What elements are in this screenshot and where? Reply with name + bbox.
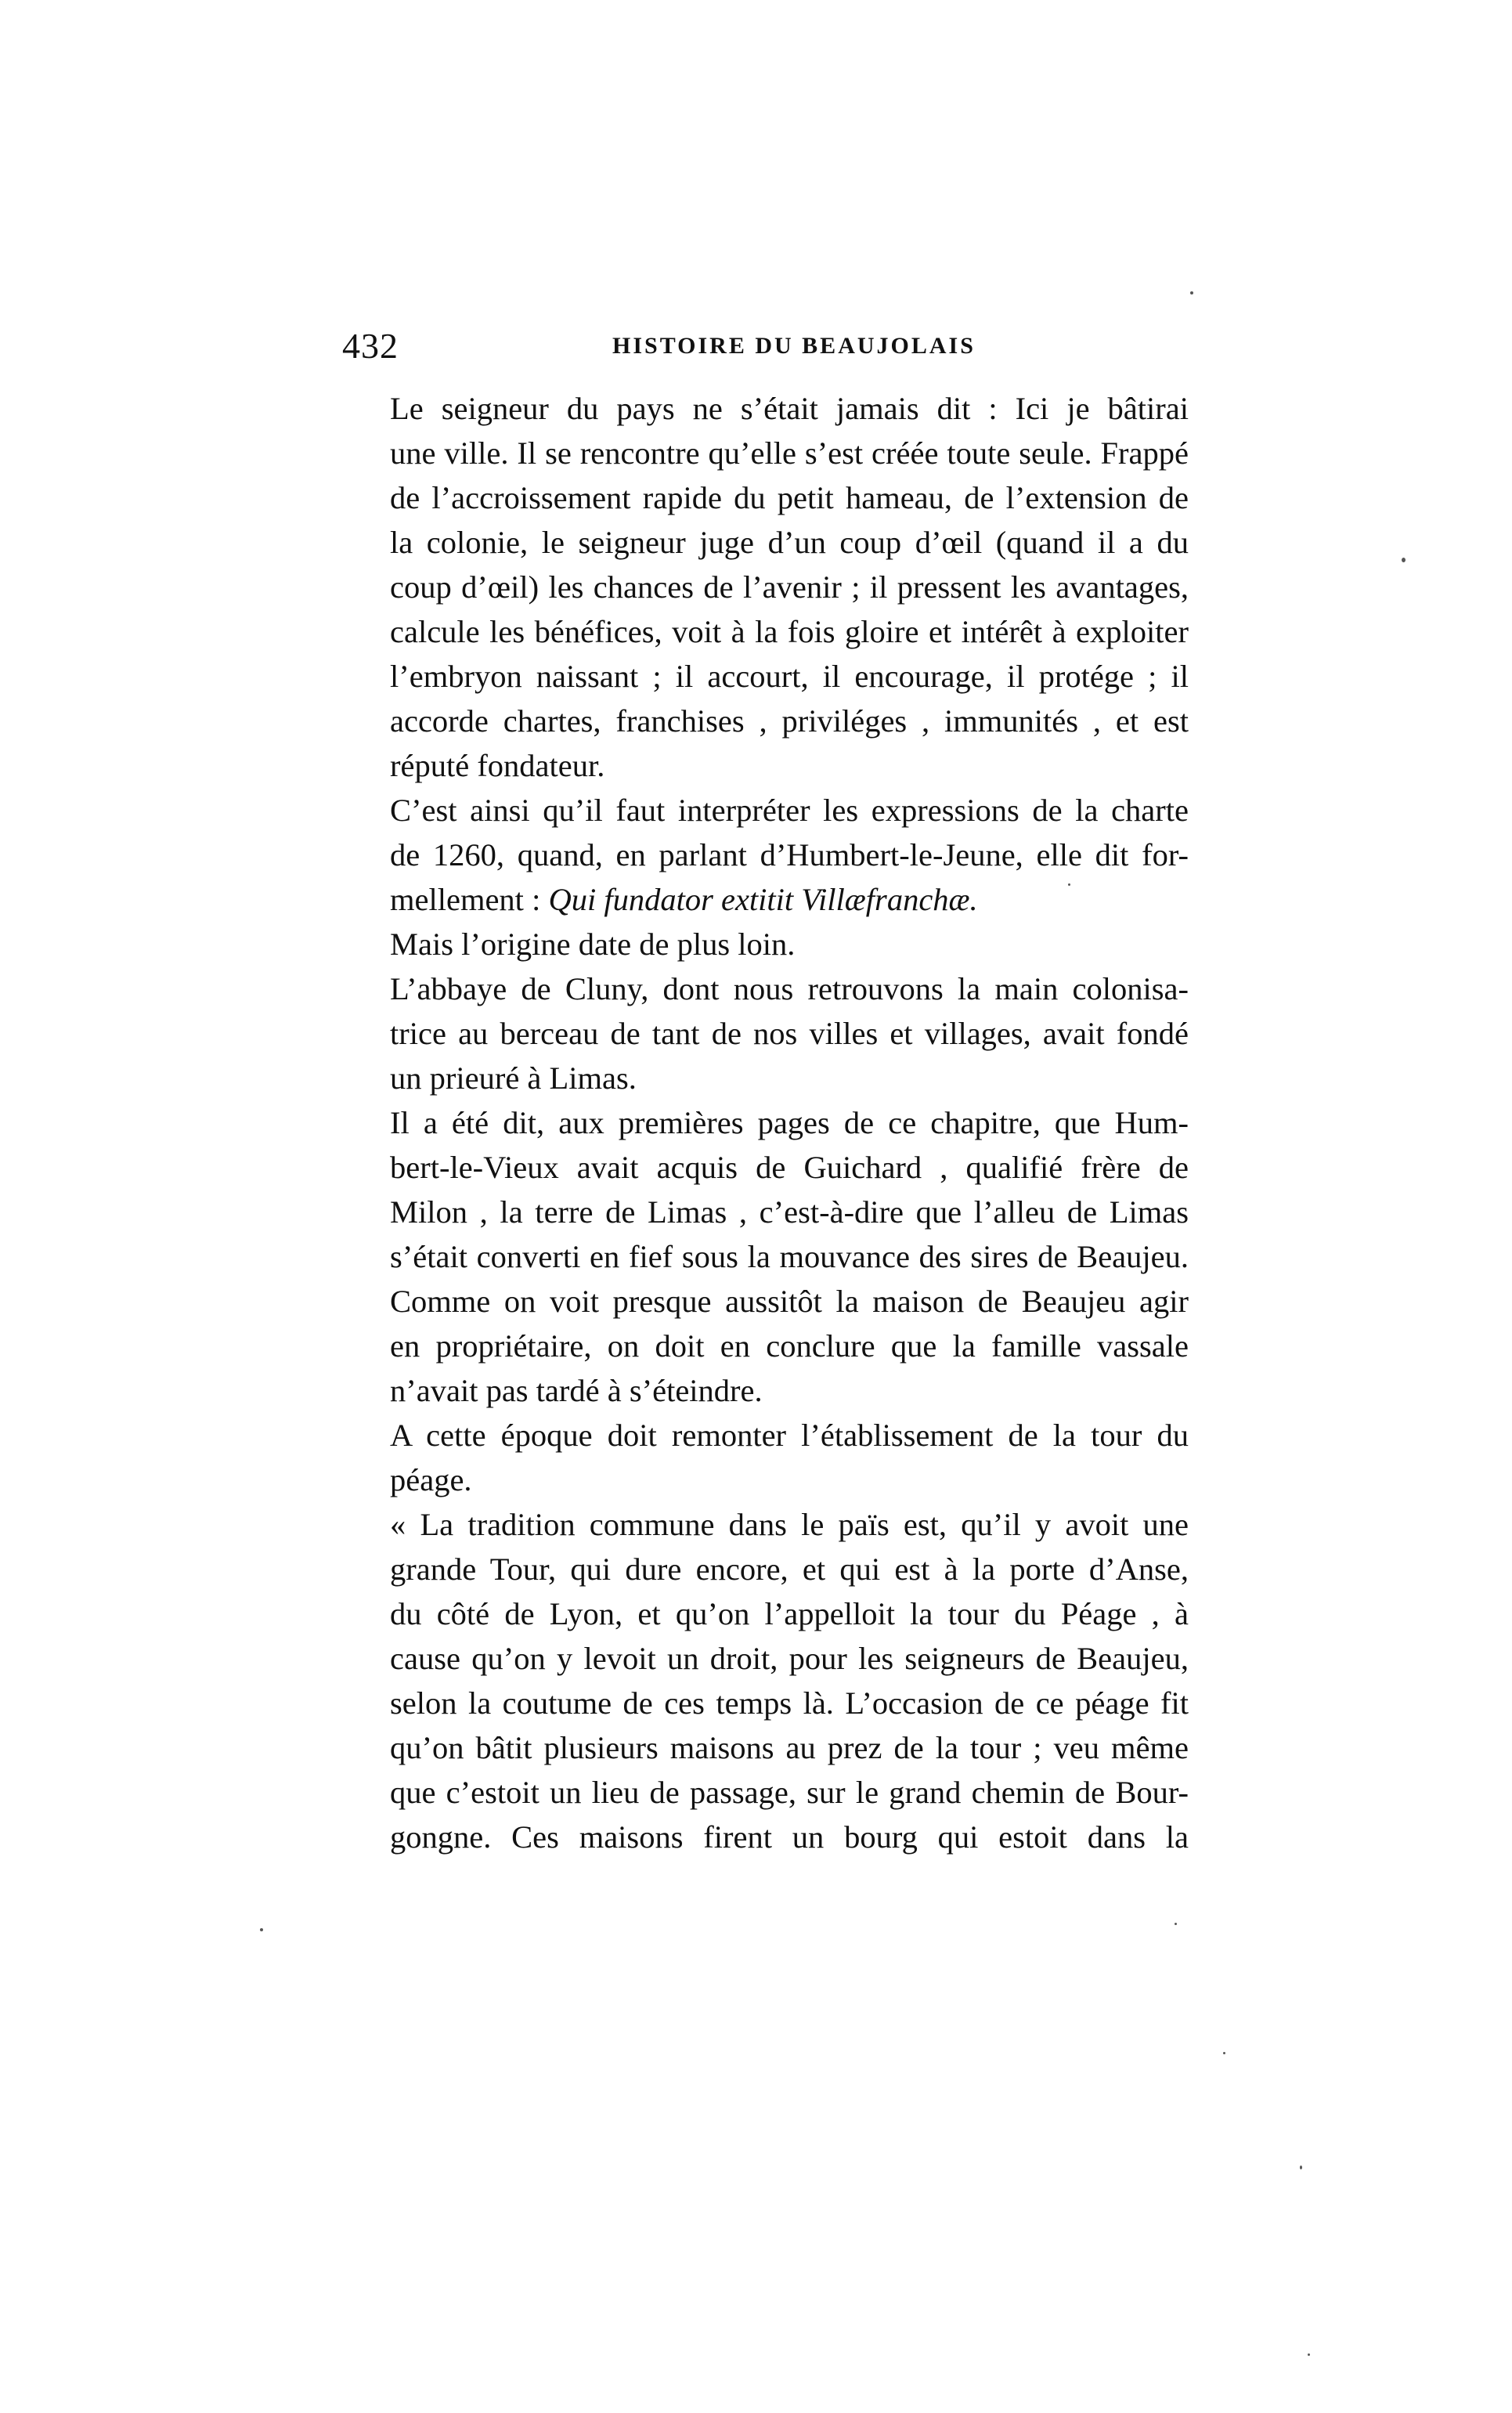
text-line: C’est ainsi qu’il faut interpréter les expressions de la charte [390,793,1189,828]
text-line: de l’accroissement rapide du petit hameau, de l’extension de [390,480,1189,515]
text-line: bert-le-Vieux avait acquis de Guichard , qualifié frère de [390,1150,1189,1185]
scan-speck [260,1928,263,1931]
text-line: de 1260, quand, en parlant d’Humbert-le-Jeune, elle dit for- [390,837,1189,872]
scan-speck [1308,2353,1310,2356]
text-line: du côté de Lyon, et qu’on l’appelloit la tour du Péage , à [390,1596,1189,1631]
scan-speck [1175,1923,1177,1925]
scan-speck [1068,883,1070,886]
text-line: grande Tour, qui dure encore, et qui est à la porte d’Anse, [390,1551,1189,1587]
text-line: Comme on voit presque aussitôt la maison de Beaujeu agir [390,1284,1189,1319]
text-fragment: mellement : [390,882,549,917]
scan-speck [1190,291,1193,294]
text-line: Le seigneur du pays ne s’était jamais dit : Ici je bâtirai [390,391,1189,426]
text-line: que c’estoit un lieu de passage, sur le grand chemin de Bour- [390,1775,1189,1810]
paragraph-7-quotation [345,1502,1189,1859]
text-line: Milon , la terre de Limas , c’est-à-dire que l’alleu de Limas [390,1194,1189,1230]
text-line: un prieuré à Limas. [390,1060,637,1096]
text-line: « La tradition commune dans le païs est, qu’il y avoit une [390,1507,1189,1542]
paragraph-2 [345,788,1189,922]
paragraph-5 [345,1100,1189,1413]
scan-speck [1402,558,1406,562]
text-line: Mais l’origine date de plus loin. [390,927,796,962]
text-line: l’embryon naissant ; il accourt, il encourage, il protége ; il [390,659,1189,694]
text-line: selon la coutume de ces temps là. L’occasion de ce péage fit [390,1685,1189,1721]
running-title: HISTOIRE DU BEAUJOLAIS [612,333,976,359]
scan-speck [1223,2052,1225,2054]
text-line: Il a été dit, aux premières pages de ce chapitre, que Hum- [390,1105,1189,1140]
text-line: L’abbaye de Cluny, dont nous retrouvons la main colonisa- [390,971,1189,1006]
text-line: qu’on bâtit plusieurs maisons au prez de la tour ; veu même [390,1730,1189,1765]
text-line [345,877,1189,922]
text-line: coup d’œil) les chances de l’avenir ; il pressent les avantages, [390,569,1189,605]
scan-speck [1300,2166,1302,2169]
text-line: une ville. Il se rencontre qu’elle s’est créée toute seule. Frappé [390,435,1189,471]
text-line: calcule les bénéfices, voit à la fois gloire et intérêt à exploiter [390,614,1189,649]
text-line: A cette époque doit remonter l’établissement de la tour du [390,1418,1189,1453]
text-line: trice au berceau de tant de nos villes et villages, avait fondé [390,1016,1189,1051]
page-header [342,325,1188,380]
text-line: en propriétaire, on doit en conclure que la famille vassale [390,1328,1189,1364]
page-number: 432 [342,326,399,366]
text-line: s’était converti en fief sous la mouvance des sires de Beaujeu. [390,1239,1189,1274]
paragraph-6 [345,1413,1189,1502]
paragraph-3 [345,922,1189,966]
text-line: cause qu’on y levoit un droit, pour les seigneurs de Beaujeu, [390,1641,1189,1676]
text-line: péage. [390,1462,472,1497]
paragraph-1 [345,386,1189,788]
paragraph-4 [345,966,1189,1100]
text-line: gongne. Ces maisons firent un bourg qui estoit dans la [390,1819,1189,1855]
text-line: réputé fondateur. [390,748,605,783]
text-line: la colonie, le seigneur juge d’un coup d’œil (quand il a du [390,525,1189,560]
text-line: accorde chartes, franchises , priviléges , immunités , et est [390,703,1189,739]
body-text [345,386,1189,1859]
text-line: n’avait pas tardé à s’éteindre. [390,1373,763,1408]
latin-quotation: Qui fundator extitit Villæfranchæ. [548,882,978,917]
